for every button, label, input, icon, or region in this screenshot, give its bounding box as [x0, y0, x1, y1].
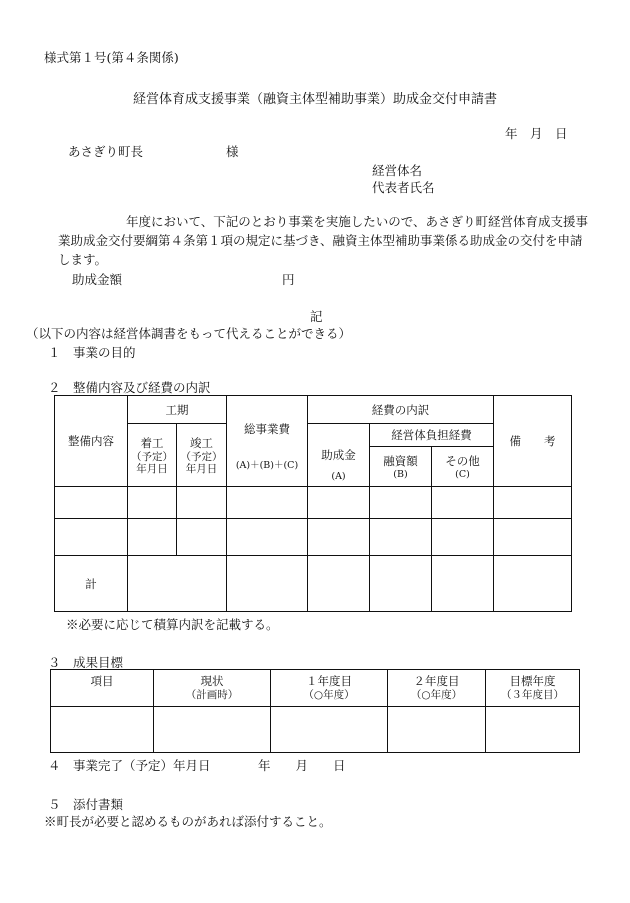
target-sub: （３年度目）	[501, 689, 564, 701]
table-cell[interactable]	[494, 519, 572, 556]
table-cell[interactable]	[370, 556, 432, 612]
header-loan	[370, 447, 432, 487]
header-item: 項目	[51, 670, 154, 707]
header-year1	[271, 670, 388, 707]
table-cell[interactable]	[494, 556, 572, 612]
table-cell[interactable]	[370, 519, 432, 556]
expense-table	[54, 395, 572, 612]
body-paragraph	[58, 212, 588, 269]
total-row	[55, 556, 572, 612]
target-table	[50, 669, 580, 753]
other-label: その他	[445, 454, 480, 468]
attachment-note: ※町長が必要と認めるものがあれば添付すること。	[44, 814, 332, 829]
table-cell[interactable]	[388, 707, 486, 753]
subsidy-label: 助成金	[321, 448, 356, 462]
section-1-heading: １ 事業の目的	[48, 345, 136, 360]
table-row	[55, 487, 572, 519]
table-cell[interactable]	[308, 556, 370, 612]
table-cell[interactable]	[432, 519, 494, 556]
table-cell[interactable]	[370, 487, 432, 519]
entity-name-label: 経営体名	[372, 163, 423, 178]
table-cell[interactable]	[128, 519, 177, 556]
header-current	[154, 670, 271, 707]
shunko-label: 竣工	[190, 436, 213, 450]
honorific: 様	[226, 144, 239, 159]
header-remarks: 備 考	[494, 396, 572, 487]
sum-label: 計	[55, 556, 128, 612]
year1-label: １年度目	[306, 674, 352, 688]
header-target	[486, 670, 580, 707]
body-text: 年度において、下記のとおり事業を実施したいので、あさぎり町経営体育成支援事業助成金交付要綱第４条第１項の規定に基づき、融資主体型補助事業係る助成金の交付を申請します。	[58, 214, 589, 267]
table-row	[55, 519, 572, 556]
table-cell[interactable]	[494, 487, 572, 519]
subsidy-a: (A)	[331, 471, 346, 482]
table-cell[interactable]	[227, 556, 308, 612]
table-cell[interactable]	[51, 707, 154, 753]
section-5-heading: ５ 添付書類	[48, 797, 124, 812]
header-seibi: 整備内容	[55, 396, 128, 487]
grant-amount-label: 助成金額	[72, 272, 123, 287]
year1-sub: （○年度）	[303, 689, 355, 701]
table-cell[interactable]	[227, 487, 308, 519]
form-number: 様式第１号(第４条関係)	[44, 50, 179, 65]
table-cell[interactable]	[128, 556, 227, 612]
table-cell[interactable]	[128, 487, 177, 519]
header-breakdown: 経費の内訳	[308, 396, 494, 424]
total-formula: (A)＋(B)＋(C)	[235, 460, 299, 471]
date-line: 年 月 日	[505, 126, 568, 141]
header-shunko	[177, 424, 227, 487]
table-row	[51, 707, 580, 753]
table-cell[interactable]	[177, 519, 227, 556]
header-other	[432, 447, 494, 487]
current-sub: （計画時）	[185, 689, 239, 701]
ki-heading: 記	[310, 309, 323, 324]
yen-label: 円	[282, 272, 295, 287]
table-cell[interactable]	[271, 707, 388, 753]
header-chakko	[128, 424, 177, 487]
table-cell[interactable]	[308, 487, 370, 519]
table-cell[interactable]	[432, 487, 494, 519]
other-c: (C)	[455, 469, 470, 480]
shunko-ymd: 年月日	[185, 463, 218, 475]
document-title: 経営体育成支援事業（融資主体型補助事業）助成金交付申請書	[133, 92, 498, 107]
current-label: 現状	[200, 674, 224, 688]
table-cell[interactable]	[486, 707, 580, 753]
loan-label: 融資額	[383, 454, 418, 468]
total-label: 総事業費	[244, 422, 290, 436]
header-year2	[388, 670, 486, 707]
representative-label: 代表者氏名	[372, 180, 435, 195]
year2-label: ２年度目	[413, 674, 460, 688]
chakko-ymd: 年月日	[136, 463, 168, 475]
table-note: ※必要に応じて積算内訳を記載する。	[66, 617, 279, 632]
header-burden: 経営体負担経費	[370, 424, 494, 447]
table-cell[interactable]	[55, 519, 128, 556]
header-kouki: 工期	[128, 396, 227, 424]
loan-b: (B)	[393, 469, 408, 480]
table-cell[interactable]	[154, 707, 271, 753]
shunko-yotei: （予定）	[180, 451, 223, 463]
chakko-label: 着工	[140, 436, 164, 450]
completion-date: 年 月 日	[258, 758, 346, 773]
substitute-note: （以下の内容は経営体調書をもって代えることができる）	[26, 326, 352, 341]
table-cell[interactable]	[227, 519, 308, 556]
year2-sub: （○年度）	[410, 689, 463, 701]
section-2-heading: ２ 整備内容及び経費の内訳	[48, 380, 211, 395]
table-cell[interactable]	[432, 556, 494, 612]
table-cell[interactable]	[177, 487, 227, 519]
target-label: 目標年度	[509, 674, 556, 688]
table-cell[interactable]	[308, 519, 370, 556]
chakko-yotei: （予定）	[131, 451, 173, 463]
table-cell[interactable]	[55, 487, 128, 519]
header-total	[227, 396, 308, 487]
section-4-heading: ４ 事業完了（予定）年月日	[48, 758, 211, 773]
section-3-heading: ３ 成果目標	[48, 655, 124, 670]
addressee: あさぎり町長	[68, 144, 144, 159]
header-subsidy	[308, 424, 370, 487]
